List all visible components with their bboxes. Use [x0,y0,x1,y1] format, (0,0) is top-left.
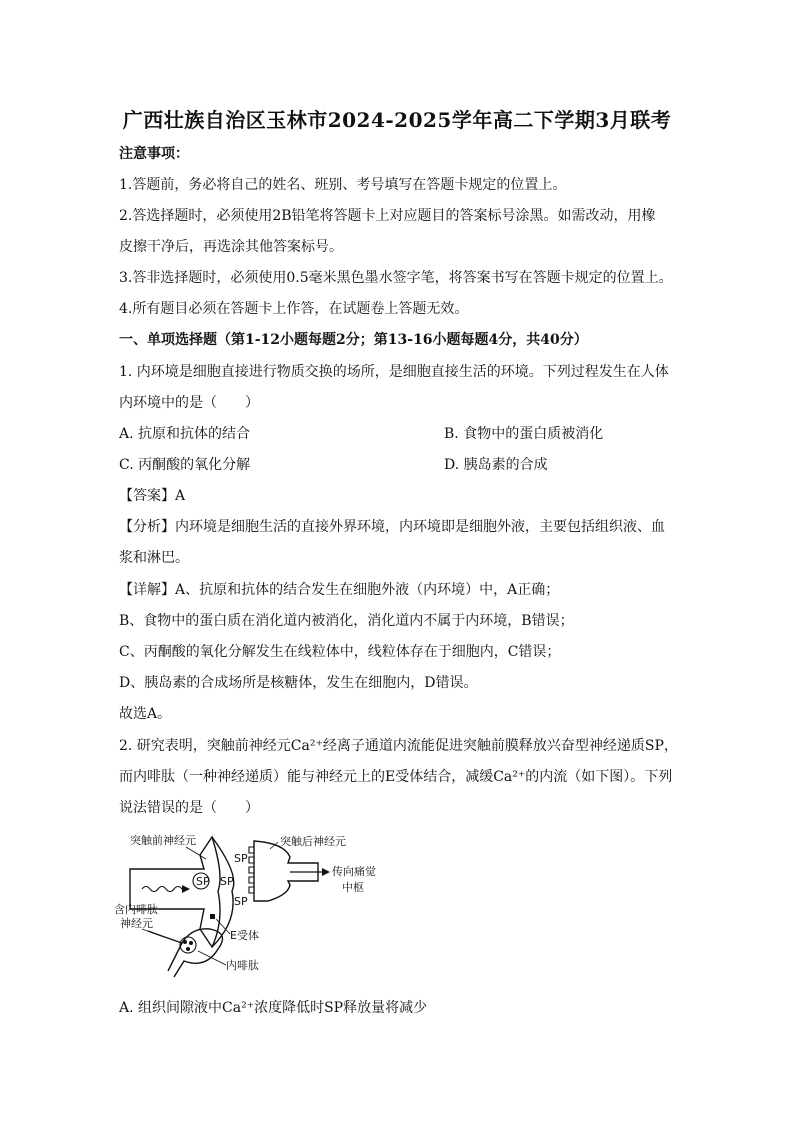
notice-item-2: 2.答选择题时，必须使用2B铅笔将答题卡上对应题目的答案标号涂黑。如需改动，用橡 [119,208,656,224]
page-title: 广西壮族自治区玉林市2024-2025学年高二下学期3月联考 [122,108,672,132]
label-endorphin: 内啡肽 [226,959,259,972]
q1-option-a: A. 抗原和抗体的结合 [119,426,251,442]
q1-answer: 【答案】A [119,488,186,504]
label-to-pain-center-1: 传向痛觉 [332,865,376,878]
q2-stem-line-1: 2. 研究表明，突触前神经元Ca²⁺经离子通道内流能促进突触前膜释放兴奋型神经递质SP， [119,738,678,754]
q2-stem-line-3: 说法错误的是（ ） [119,800,259,816]
label-to-pain-center-2: 中枢 [342,881,364,894]
label-endorphin-neuron-1: 含内啡肽 [114,903,158,916]
notice-item-4: 4.所有题目必须在答题卡上作答，在试题卷上答题无效。 [119,301,469,317]
q1-conclusion: 故选A。 [119,706,172,722]
label-e-receptor: E受体 [230,929,259,942]
q1-option-d: D. 胰岛素的合成 [444,457,548,473]
q1-detail-line-3: C、丙酮酸的氧化分解发生在线粒体中，线粒体存在于细胞内，C错误； [119,644,561,660]
label-presynaptic: 突触前神经元 [130,834,196,847]
e-receptor-mark [210,914,215,919]
q1-analysis-line-2: 浆和淋巴。 [119,550,189,566]
label-sp-vesicle: SP [196,875,210,888]
postsynaptic-neuron [249,841,330,901]
q2-stem-line-2: 而内啡肽（一种神经递质）能与神经元上的E受体结合，减缓Ca²⁺的内流（如下图）。下列 [119,769,673,785]
label-sp-post-1: SP [234,852,248,865]
q1-option-b: B. 食物中的蛋白质被消化 [444,426,604,442]
q1-detail-line-2: B、食物中的蛋白质在消化道内被消化，消化道内不属于内环境，B错误； [119,613,574,629]
notice-item-2-cont: 皮擦干净后，再选涂其他答案标号。 [119,239,343,255]
notice-heading: 注意事项： [119,146,189,162]
q1-stem-line-2: 内环境中的是（ ） [119,395,259,411]
q1-analysis-line-1: 【分析】内环境是细胞生活的直接外界环境，内环境即是细胞外液，主要包括组织液、血 [119,519,665,535]
label-sp-cleft: SP [220,875,234,888]
q1-detail-line-1: 【详解】A、抗原和抗体的结合发生在细胞外液（内环境）中，A正确； [119,582,560,598]
label-endorphin-neuron-2: 神经元 [120,917,153,930]
q1-option-c: C. 丙酮酸的氧化分解 [119,457,251,473]
label-postsynaptic: 突触后神经元 [280,835,346,848]
synapse-diagram [112,829,412,989]
notice-item-1: 1.答题前，务必将自己的姓名、班别、考号填写在答题卡规定的位置上。 [119,177,567,193]
notice-item-3: 3.答非选择题时，必须使用0.5毫米黑色墨水签字笔，将答案书写在答题卡规定的位置上。 [119,270,673,286]
section-heading: 一、单项选择题（第1-12小题每题2分；第13-16小题每题4分，共40分） [119,332,588,348]
q1-stem-line-1: 1. 内环境是细胞直接进行物质交换的场所，是细胞直接生活的环境。下列过程发生在人体 [119,364,669,380]
q2-option-a: A. 组织间隙液中Ca²⁺浓度降低时SP释放量将减少 [119,1000,428,1016]
q1-detail-line-4: D、胰岛素的合成场所是核糖体，发生在细胞内，D错误。 [119,675,478,691]
label-sp-post-3: SP [234,895,248,908]
